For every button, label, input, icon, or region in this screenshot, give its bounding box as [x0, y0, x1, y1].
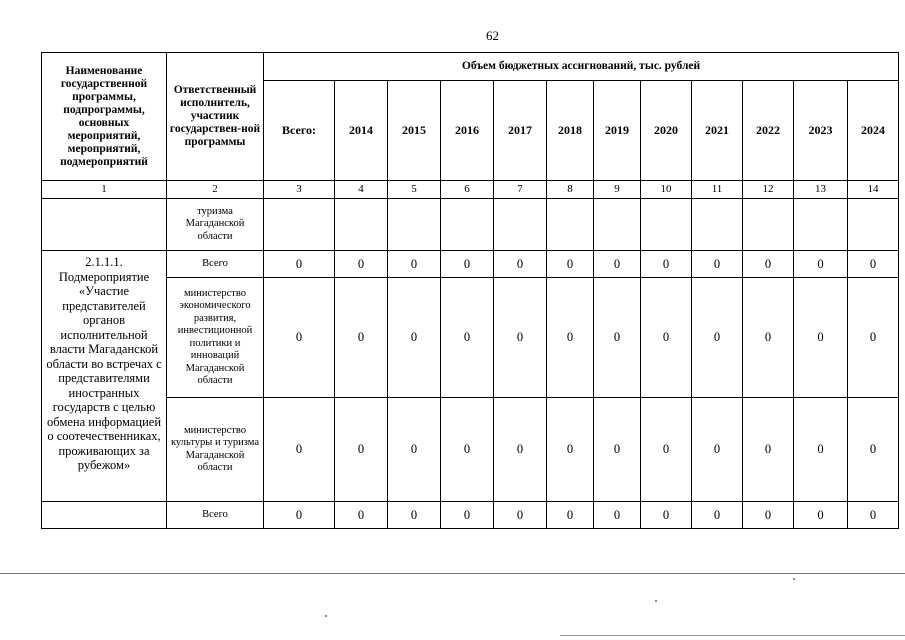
row-value: 0: [441, 398, 494, 502]
column-index: 9: [594, 181, 641, 199]
row-value: [848, 199, 899, 251]
column-index: 10: [641, 181, 692, 199]
row-value: 0: [692, 502, 743, 529]
row-value: 0: [848, 278, 899, 398]
scan-line: [560, 635, 905, 636]
row-value: 0: [794, 278, 848, 398]
row-name: 2.1.1.1. Подмероприятие «Участие представителей органов исполнительной власти Магаданской области во встречах с представителями иностранных государств с целью обмена информацией о соотечественниках, проживающих за рубежом»: [42, 251, 167, 502]
header-total: Всего:: [264, 81, 335, 181]
row-value: [641, 199, 692, 251]
row-value: 0: [848, 251, 899, 278]
row-value: 0: [388, 502, 441, 529]
header-year: 2017: [494, 81, 547, 181]
row-value: 0: [743, 251, 794, 278]
scan-dot: [325, 615, 327, 617]
row-value: [388, 199, 441, 251]
row-value: 0: [264, 251, 335, 278]
scan-dot: [655, 600, 657, 602]
row-value: 0: [388, 398, 441, 502]
column-index: 6: [441, 181, 494, 199]
row-value: 0: [594, 278, 641, 398]
row-value: 0: [848, 398, 899, 502]
table-row: [42, 502, 899, 529]
header-year: 2023: [794, 81, 848, 181]
header-name: Наименование государственной программы, подпрограммы, основных мероприятий, мероприятий, подмероприятий: [42, 53, 167, 181]
table-row: [42, 251, 899, 278]
row-value: 0: [494, 398, 547, 502]
row-value: 0: [335, 398, 388, 502]
header-budget: Объем бюджетных ассигнований, тыс. рублей: [264, 53, 899, 81]
page-number: 62: [486, 28, 499, 43]
row-value: 0: [794, 502, 848, 529]
table-row: [42, 398, 899, 502]
column-index: 3: [264, 181, 335, 199]
row-value: 0: [641, 398, 692, 502]
row-value: 0: [547, 251, 594, 278]
row-executor: Всего: [167, 502, 264, 529]
row-value: 0: [494, 278, 547, 398]
header-year: 2021: [692, 81, 743, 181]
row-value: 0: [547, 278, 594, 398]
scan-line: [0, 573, 905, 574]
row-value: 0: [494, 502, 547, 529]
row-value: [335, 199, 388, 251]
table-row: [42, 199, 899, 251]
row-value: 0: [441, 502, 494, 529]
row-value: 0: [388, 278, 441, 398]
row-name: [42, 199, 167, 251]
row-value: 0: [594, 398, 641, 502]
header-year: 2016: [441, 81, 494, 181]
column-index: 14: [848, 181, 899, 199]
row-value: [594, 199, 641, 251]
row-value: 0: [641, 251, 692, 278]
row-value: 0: [264, 398, 335, 502]
row-value: [547, 199, 594, 251]
row-value: 0: [441, 251, 494, 278]
budget-table: [41, 52, 899, 529]
row-value: [692, 199, 743, 251]
column-index: 12: [743, 181, 794, 199]
row-executor: министерство культуры и туризма Магаданской области: [167, 398, 264, 502]
row-value: 0: [547, 502, 594, 529]
row-value: 0: [848, 502, 899, 529]
column-index: 5: [388, 181, 441, 199]
row-value: 0: [547, 398, 594, 502]
row-value: 0: [264, 502, 335, 529]
column-index: 4: [335, 181, 388, 199]
header-year: 2020: [641, 81, 692, 181]
column-index: 13: [794, 181, 848, 199]
column-index: 11: [692, 181, 743, 199]
column-index: 1: [42, 181, 167, 199]
row-value: [264, 199, 335, 251]
header-year: 2024: [848, 81, 899, 181]
row-value: 0: [264, 278, 335, 398]
row-value: 0: [594, 502, 641, 529]
row-value: 0: [594, 251, 641, 278]
column-index: 2: [167, 181, 264, 199]
row-value: 0: [641, 502, 692, 529]
row-value: [441, 199, 494, 251]
row-name: [42, 502, 167, 529]
scan-dot: [793, 578, 795, 580]
row-value: 0: [794, 251, 848, 278]
column-index: 8: [547, 181, 594, 199]
row-value: 0: [794, 398, 848, 502]
header-year: 2014: [335, 81, 388, 181]
row-value: 0: [641, 278, 692, 398]
row-value: 0: [692, 251, 743, 278]
row-value: 0: [743, 278, 794, 398]
header-year: 2018: [547, 81, 594, 181]
row-value: 0: [388, 251, 441, 278]
header-year: 2015: [388, 81, 441, 181]
header-executor: Ответственный исполнитель, участник государствен-ной программы: [167, 53, 264, 181]
row-value: 0: [335, 251, 388, 278]
row-value: 0: [743, 398, 794, 502]
row-value: 0: [743, 502, 794, 529]
row-value: [743, 199, 794, 251]
row-executor: министерство экономического развития, инвестиционной политики и инноваций Магаданской области: [167, 278, 264, 398]
row-value: 0: [335, 278, 388, 398]
row-value: [794, 199, 848, 251]
row-value: [494, 199, 547, 251]
row-value: 0: [494, 251, 547, 278]
header-year: 2019: [594, 81, 641, 181]
row-value: 0: [692, 398, 743, 502]
row-executor: туризма Магаданской области: [167, 199, 264, 251]
row-executor: Всего: [167, 251, 264, 278]
header-year: 2022: [743, 81, 794, 181]
column-index: 7: [494, 181, 547, 199]
row-value: 0: [335, 502, 388, 529]
column-index-row: [42, 181, 899, 199]
row-value: 0: [441, 278, 494, 398]
table-row: [42, 278, 899, 398]
row-value: 0: [692, 278, 743, 398]
